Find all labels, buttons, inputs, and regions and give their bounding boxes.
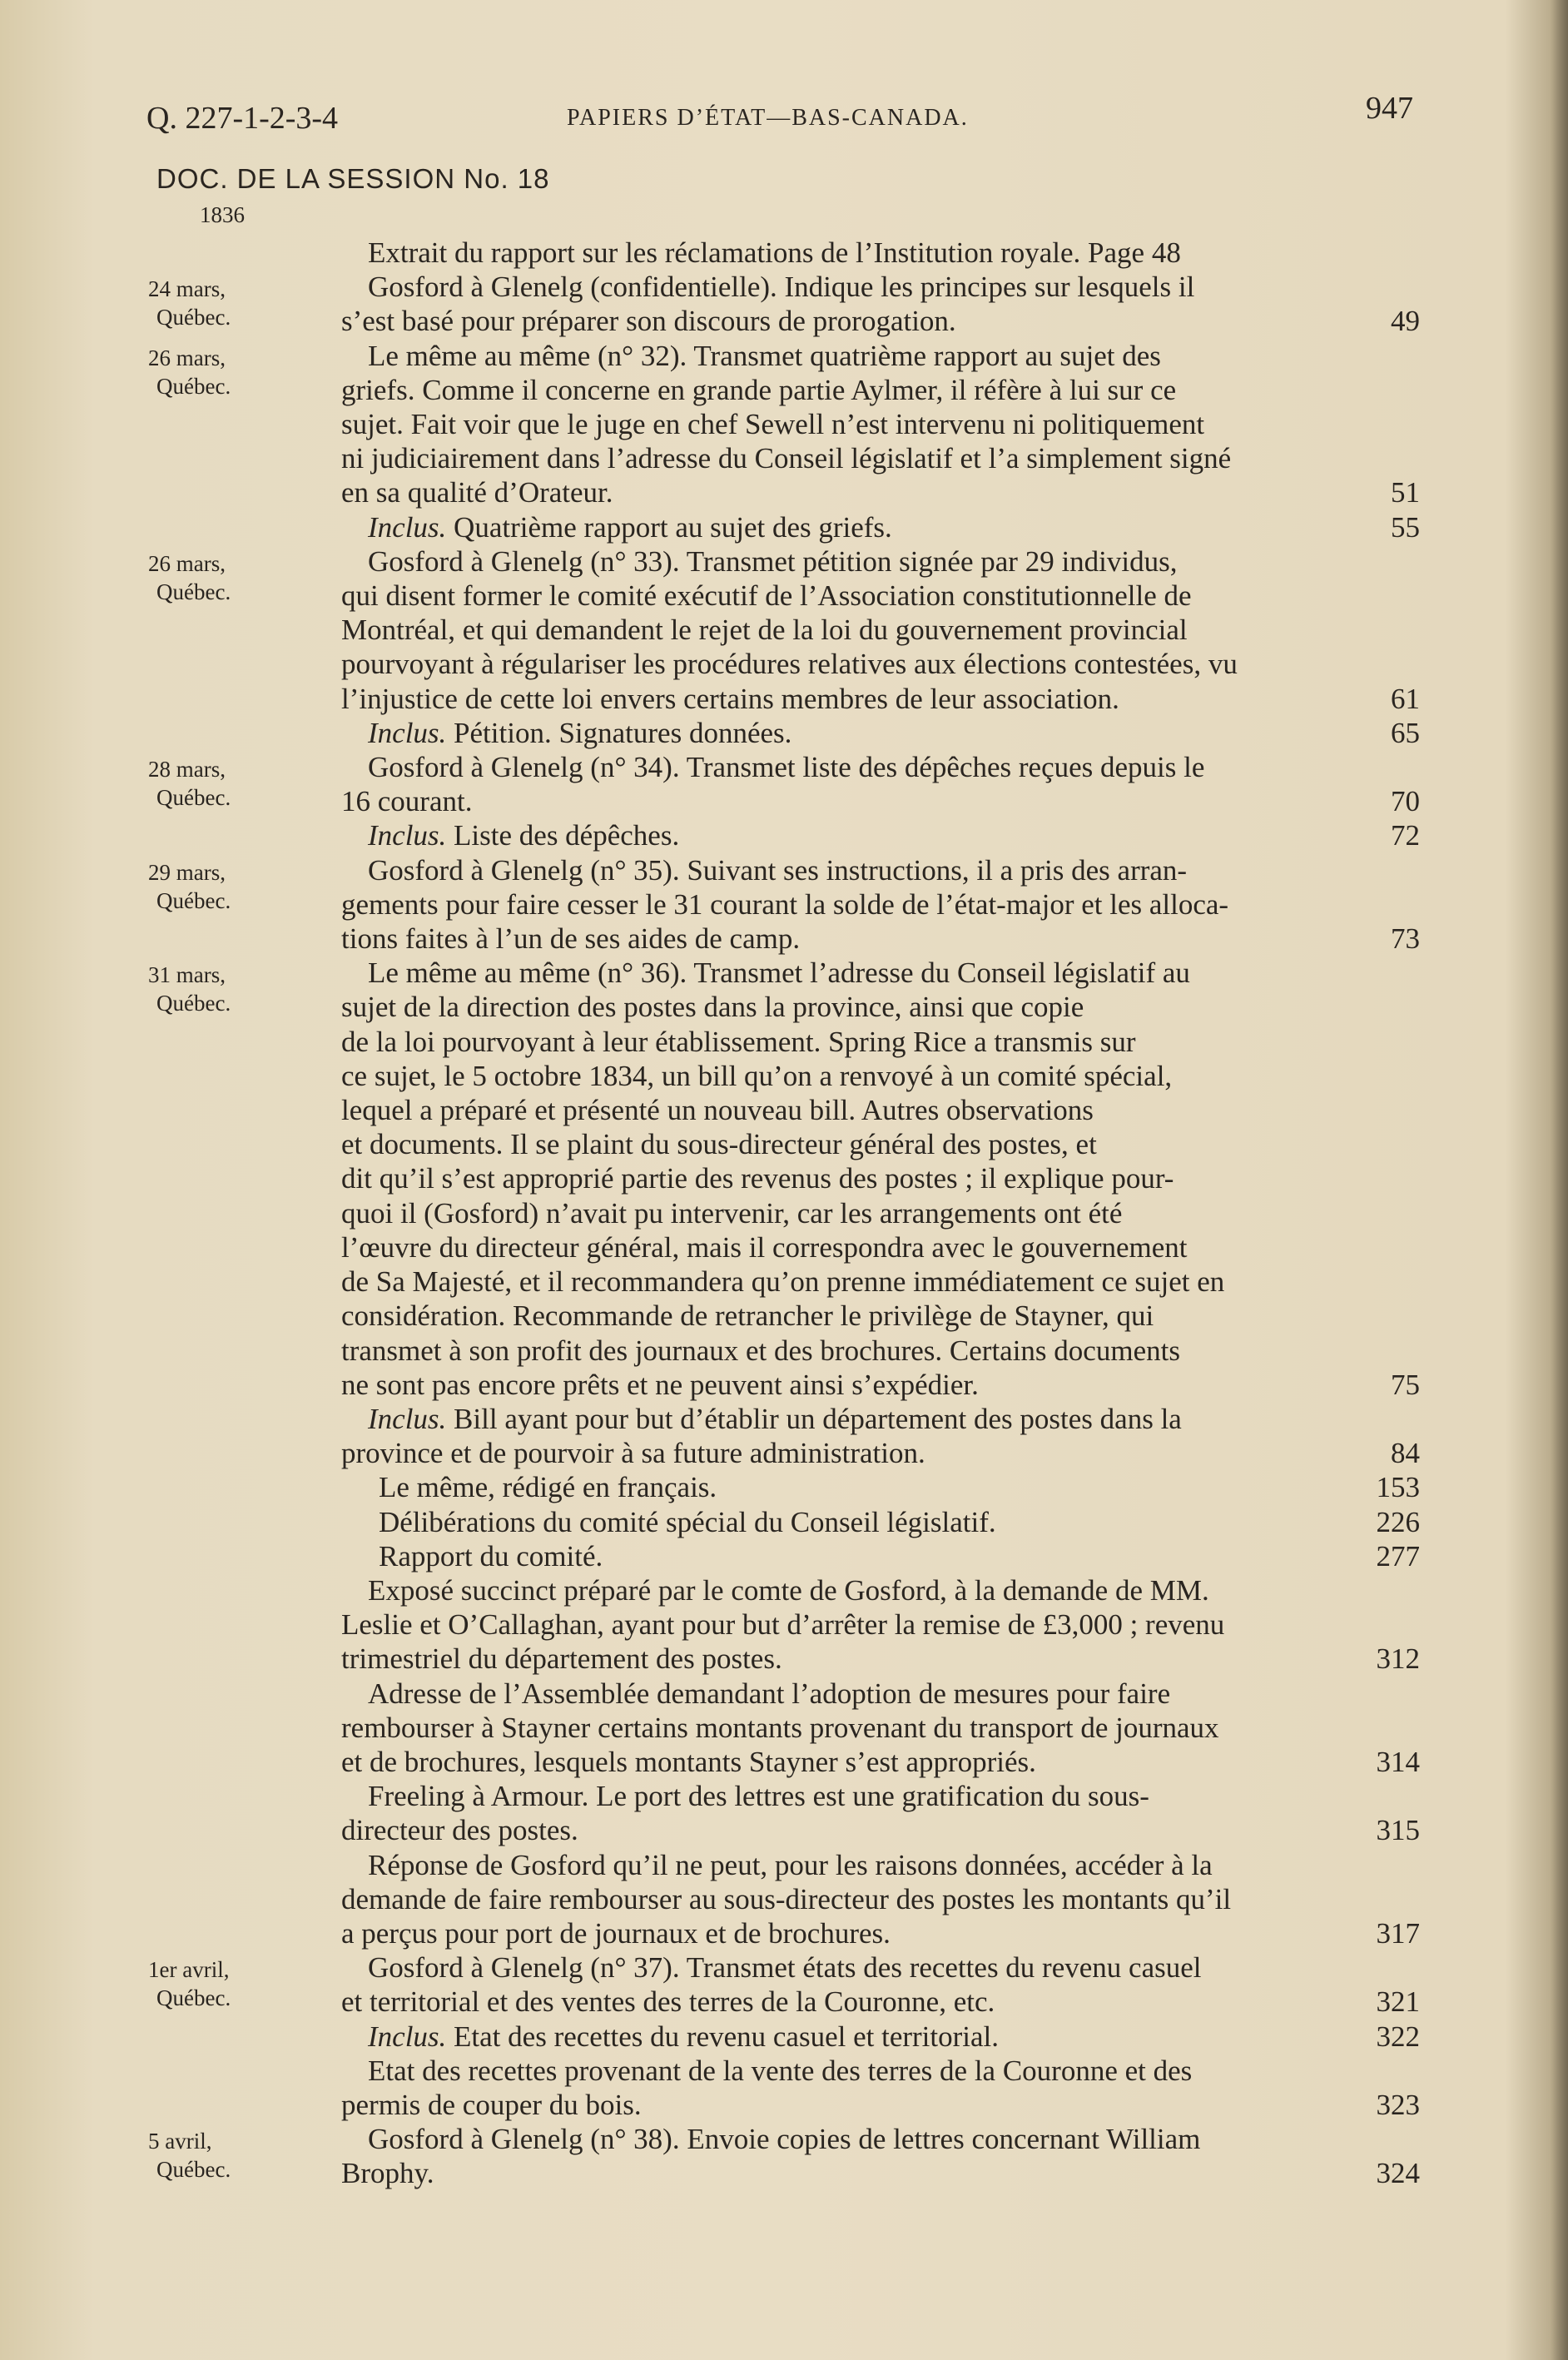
entry-date (148, 956, 315, 1017)
line-text: trimestriel du département des postes. (341, 1642, 782, 1676)
entry-text-line (341, 1368, 1420, 1402)
entry-date-day: 5 avril, (148, 2129, 212, 2154)
entry-date (148, 1950, 315, 2012)
line-text: dit qu’il s’est approprié partie des revenus des postes ; il explique pour- (341, 1162, 1174, 1195)
page-number: 947 (1366, 91, 1413, 126)
entry-text-line (341, 407, 1420, 441)
line-text: Bill ayant pour but d’établir un département des postes dans la (446, 1402, 1182, 1435)
line-text: directeur des postes. (341, 1814, 578, 1847)
entry-text-line (341, 1196, 1420, 1230)
entry-text-line (341, 1436, 1420, 1470)
line-text: et territorial et des ventes des terres de la Couronne, etc. (341, 1985, 995, 2019)
entry-date (148, 750, 315, 812)
entry-date (148, 270, 315, 331)
entry-text-line (341, 1402, 1420, 1436)
calendar-entry (0, 750, 1568, 853)
page-reference: 323 (1376, 2088, 1420, 2121)
entry-text-line (341, 956, 1420, 990)
line-text: 16 courant. (341, 785, 473, 818)
page-reference: 312 (1376, 1642, 1420, 1676)
line-text: en sa qualité d’Orateur. (341, 476, 613, 509)
calendar-entry (0, 2122, 1568, 2190)
calendar-entry (0, 544, 1568, 750)
line-text: province et de pourvoir à sa future administration. (341, 1437, 925, 1470)
line-text: ne sont pas encore prêts et ne peuvent ainsi s’expédier. (341, 1368, 979, 1401)
line-text: Adresse de l’Assemblée demandant l’adoption de mesures pour faire (368, 1677, 1171, 1710)
line-text: Freeling à Armour. Le port des lettres est une gratification du sous- (368, 1780, 1149, 1813)
entry-text-line (341, 1334, 1420, 1368)
entry-date (148, 339, 315, 400)
page-reference: 317 (1376, 1916, 1420, 1950)
entry-text-line (341, 441, 1420, 475)
entry-text-line (341, 1127, 1420, 1161)
calendar-entry (0, 853, 1568, 956)
enclosure-label: Inclus. (368, 1402, 447, 1435)
calendar-entry (0, 236, 1568, 270)
line-text: Le même, rédigé en français. (379, 1471, 717, 1504)
line-text: Le même au même (n° 32). Transmet quatrième rapport au sujet des (368, 339, 1161, 372)
entry-text-line (341, 1779, 1420, 1813)
calendar-entry (0, 270, 1568, 338)
entry-text-line (341, 1025, 1420, 1059)
line-text: Le même au même (n° 36). Transmet l’adresse du Conseil législatif au (368, 956, 1190, 990)
entry-date-place: Québec. (156, 1985, 231, 2011)
page-reference: 277 (1376, 1539, 1420, 1573)
line-text: Pétition. Signatures données. (446, 716, 792, 749)
page-reference: 70 (1391, 785, 1420, 818)
entry-text-line (341, 270, 1420, 304)
entry-text-line (341, 1882, 1420, 1916)
line-text: ni judiciairement dans l’adresse du Conseil législatif et l’a simplement signé (341, 442, 1232, 475)
page-reference: 314 (1376, 1745, 1420, 1778)
line-text: et documents. Il se plaint du sous-directeur général des postes, et (341, 1128, 1097, 1161)
line-text: Gosford à Glenelg (n° 34). Transmet liste des dépêches reçues depuis le (368, 751, 1205, 784)
line-text: a perçus pour port de journaux et de brochures. (341, 1916, 891, 1950)
page-reference: 84 (1391, 1437, 1420, 1470)
line-text: pourvoyant à régulariser les procédures relatives aux élections contestées, vu (341, 648, 1238, 681)
enclosure-label: Inclus. (368, 2020, 447, 2053)
entry-text-line (341, 304, 1420, 338)
entry-text-line (341, 750, 1420, 784)
line-text: s’est basé pour préparer son discours de prorogation. (341, 305, 956, 338)
running-title: PAPIERS D’ÉTAT—BAS-CANADA. (567, 105, 969, 131)
line-text: Gosford à Glenelg (n° 35). Suivant ses instructions, il a pris des arran- (368, 853, 1188, 887)
line-text: Gosford à Glenelg (n° 37). Transmet états des recettes du revenu casuel (368, 1951, 1202, 1985)
line-text: Gosford à Glenelg (n° 38). Envoie copies de lettres concernant William (368, 2123, 1201, 2156)
line-text: lequel a préparé et présenté un nouveau bill. Autres observations (341, 1094, 1094, 1127)
line-text: tions faites à l’un de ses aides de camp. (341, 922, 801, 956)
line-text: Extrait du rapport sur les réclamations de l’Institution royale. Page 48 (368, 236, 1181, 269)
entry-text-line (341, 1264, 1420, 1299)
entry-text-line (341, 339, 1420, 373)
entry-text-line (341, 2020, 1420, 2054)
page-reference: 49 (1391, 305, 1420, 338)
line-text: rembourser à Stayner certains montants provenant du transport de journaux (341, 1711, 1219, 1744)
entry-text-line (341, 1607, 1420, 1642)
page-reference: 226 (1376, 1505, 1420, 1538)
entry-text-line (341, 1573, 1420, 1607)
entry-text-line (341, 990, 1420, 1024)
line-text: Gosford à Glenelg (confidentielle). Indique les principes sur lesquels il (368, 271, 1195, 304)
entry-text-line (341, 784, 1420, 818)
entry-text-line (341, 2054, 1420, 2088)
line-text: Montréal, et qui demandent le rejet de la loi du gouvernement provincial (341, 614, 1188, 647)
entry-text-line (341, 373, 1420, 407)
line-text: transmet à son profit des journaux et des brochures. Certains documents (341, 1334, 1180, 1367)
page-reference: 321 (1376, 1985, 1420, 2019)
page-reference: 51 (1391, 476, 1420, 509)
entry-date-place: Québec. (156, 305, 231, 330)
entry-date-place: Québec. (156, 887, 231, 913)
line-text: sujet de la direction des postes dans la province, ainsi que copie (341, 991, 1084, 1024)
page-reference: 55 (1391, 510, 1420, 544)
entry-text-line (341, 1916, 1420, 1950)
entry-date-day: 26 mars, (148, 550, 226, 576)
line-text: qui disent former le comité exécutif de l’Association constitutionnelle de (341, 579, 1192, 613)
page-reference: 72 (1391, 819, 1420, 852)
line-text: griefs. Comme il concerne en grande partie Aylmer, il réfère à lui sur ce (341, 373, 1177, 406)
line-text: Brophy. (341, 2157, 434, 2190)
archive-reference: Q. 227-1-2-3-4 (146, 101, 339, 136)
line-text: ce sujet, le 5 octobre 1834, un bill qu’on a renvoyé à un comité spécial, (341, 1059, 1173, 1092)
entry-date-place: Québec. (156, 785, 231, 811)
line-text: Etat des recettes provenant de la vente des terres de la Couronne et des (368, 2054, 1193, 2087)
entry-text-line (379, 1505, 1420, 1539)
page-reference: 315 (1376, 1814, 1420, 1847)
entry-text-line (341, 2156, 1420, 2190)
entry-date (148, 853, 315, 915)
line-text: Exposé succinct préparé par le comte de Gosford, à la demande de MM. (368, 1573, 1209, 1607)
entry-text-line (341, 1161, 1420, 1195)
line-text: Rapport du comité. (379, 1539, 603, 1573)
entry-date (148, 544, 315, 606)
year-label: 1836 (200, 202, 245, 227)
entry-text-line (341, 682, 1420, 716)
entry-text-line (341, 544, 1420, 579)
entry-text-line (341, 647, 1420, 681)
entry-text-line (379, 1539, 1420, 1573)
entry-text-line (341, 1230, 1420, 1264)
enclosure-label: Inclus. (368, 510, 447, 544)
entry-text-line (341, 2122, 1420, 2156)
entry-text-line (341, 1985, 1420, 2019)
calendar-entries (0, 204, 1568, 2191)
entry-date-place: Québec. (156, 991, 231, 1016)
line-text: l’œuvre du directeur général, mais il correspondra avec le gouvernement (341, 1230, 1188, 1264)
entry-date-day: 29 mars, (148, 859, 226, 885)
entry-text-line (341, 236, 1420, 270)
entry-text-line (341, 1745, 1420, 1779)
line-text: quoi il (Gosford) n’avait pu intervenir, car les arrangements ont été (341, 1196, 1123, 1230)
running-header (146, 90, 1428, 137)
calendar-entry (0, 339, 1568, 544)
page-reference: 75 (1391, 1368, 1420, 1401)
entry-text-line (341, 1677, 1420, 1711)
line-text: considération. Recommande de retrancher le privilège de Stayner, qui (341, 1299, 1154, 1333)
line-text: permis de couper du bois. (341, 2088, 642, 2121)
entry-text-line (341, 818, 1420, 852)
entry-text-line (341, 2088, 1420, 2122)
enclosure-label: Inclus. (368, 716, 447, 749)
entry-text-line (341, 613, 1420, 647)
entry-text-line (341, 1711, 1420, 1745)
line-text: sujet. Fait voir que le juge en chef Sewell n’est intervenu ni politiquement (341, 408, 1205, 441)
entry-text-line (341, 887, 1420, 922)
entry-text-line (341, 922, 1420, 956)
entry-text-line (341, 579, 1420, 613)
line-text: demande de faire rembourser au sous-directeur des postes les montants qu’il (341, 1882, 1232, 1915)
line-text: l’injustice de cette loi envers certains membres de leur association. (341, 682, 1119, 715)
page-reference: 73 (1391, 922, 1420, 956)
entry-text-line (341, 510, 1420, 544)
entry-text-line (341, 853, 1420, 887)
page-reference: 61 (1391, 682, 1420, 715)
calendar-entry (0, 956, 1568, 1950)
line-text: Gosford à Glenelg (n° 33). Transmet pétition signée par 29 individus, (368, 544, 1178, 578)
entry-date-place: Québec. (156, 579, 231, 604)
entry-date (148, 2122, 315, 2184)
entry-text-line (341, 1093, 1420, 1127)
line-text: gements pour faire cesser le 31 courant la solde de l’état-major et les alloca- (341, 887, 1229, 921)
line-text: de Sa Majesté, et il recommandera qu’on prenne immédiatement ce sujet en (341, 1265, 1225, 1299)
entry-date-day: 26 mars, (148, 345, 226, 370)
page-reference: 322 (1376, 2020, 1420, 2053)
line-text: Leslie et O’Callaghan, ayant pour but d’arrêter la remise de £3,000 ; revenu (341, 1608, 1225, 1642)
entry-text-line (341, 475, 1420, 509)
page-reference: 153 (1376, 1471, 1420, 1504)
line-text: Quatrième rapport au sujet des griefs. (446, 510, 892, 544)
entry-date-day: 28 mars, (148, 757, 226, 783)
entry-text-line (341, 1299, 1420, 1333)
entry-date-day: 24 mars, (148, 276, 226, 302)
entry-text-line (341, 1950, 1420, 1985)
page-reference: 65 (1391, 716, 1420, 749)
entry-text-line (341, 1642, 1420, 1676)
page-reference: 324 (1376, 2157, 1420, 2190)
session-heading: DOC. DE LA SESSION No. 18 (156, 163, 550, 194)
entry-date-day: 31 mars, (148, 962, 226, 988)
line-text: Réponse de Gosford qu’il ne peut, pour les raisons données, accéder à la (368, 1848, 1213, 1881)
calendar-entry (0, 1950, 1568, 2122)
entry-text-line (341, 1059, 1420, 1093)
line-text: Délibérations du comité spécial du Conseil législatif. (379, 1505, 996, 1538)
entry-text-line (341, 1813, 1420, 1847)
line-text: Liste des dépêches. (446, 819, 680, 852)
entry-date-day: 1er avril, (148, 1957, 230, 1983)
entry-date-place: Québec. (156, 373, 231, 399)
entry-date-place: Québec. (156, 2157, 231, 2183)
line-text: de la loi pourvoyant à leur établissement. Spring Rice a transmis sur (341, 1025, 1136, 1058)
line-text: Etat des recettes du revenu casuel et territorial. (446, 2020, 1000, 2053)
line-text: et de brochures, lesquels montants Stayner s’est appropriés. (341, 1745, 1036, 1778)
entry-text-line (341, 1848, 1420, 1882)
entry-text-line (379, 1470, 1420, 1504)
entry-text-line (341, 716, 1420, 750)
enclosure-label: Inclus. (368, 819, 447, 852)
